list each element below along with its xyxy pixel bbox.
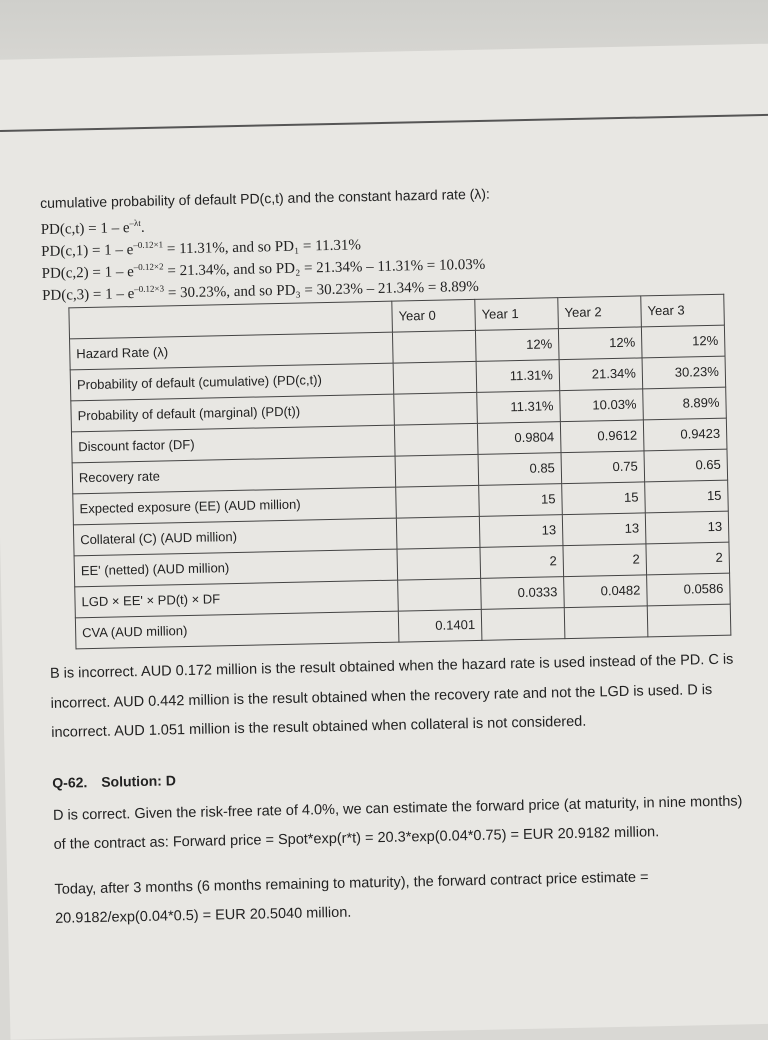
equation-exponent: –0.12×3 bbox=[134, 283, 165, 294]
explanation-text: B is incorrect. AUD 0.172 million is the result obtained when the hazard rate is used instead of the PD. C is incorrect. AUD 0.442 million is the result obtained when the recovery rate and not the LGD is used. D is incorrect. AUD 1.051 million is the result obtained when collateral is not considered. bbox=[49, 651, 734, 742]
equation-lhs: PD(c,1) = 1 – e bbox=[41, 241, 134, 260]
row-label: CVA (AUD million) bbox=[75, 611, 399, 649]
row-label: Recovery rate bbox=[72, 456, 396, 494]
table-cell: 13 bbox=[562, 513, 646, 546]
equation-tail: . bbox=[140, 219, 145, 236]
table-cell: 12% bbox=[641, 325, 725, 358]
table-cell: 13 bbox=[645, 511, 729, 544]
equation-exponent: –0.12×1 bbox=[133, 239, 164, 250]
table-cell: 0.9423 bbox=[643, 418, 727, 451]
row-label: Discount factor (DF) bbox=[71, 425, 395, 463]
table-cell: 12% bbox=[558, 327, 642, 360]
table-header-cell: Year 2 bbox=[558, 296, 642, 329]
table-cell: 0.65 bbox=[644, 449, 728, 482]
table-header-cell: Year 1 bbox=[475, 297, 559, 330]
intro-text: cumulative probability of default PD(c,t) and the constant hazard rate (λ): bbox=[40, 185, 491, 211]
table-cell: 2 bbox=[646, 542, 730, 575]
table-cell bbox=[397, 547, 481, 580]
table-cell bbox=[395, 454, 479, 487]
equation-tail: = 21.34%, and so PD₂ = 21.34% – 11.31% = 10.03% bbox=[163, 256, 486, 280]
table-cell: 10.03% bbox=[560, 389, 644, 422]
equation-lhs: PD(c,3) = 1 – e bbox=[41, 285, 135, 304]
table-cell: 2 bbox=[480, 545, 564, 578]
table-cell: 0.0586 bbox=[647, 573, 731, 606]
table-header-cell: Year 3 bbox=[641, 294, 725, 327]
row-label: Hazard Rate (λ) bbox=[70, 332, 394, 370]
table-cell bbox=[647, 604, 731, 637]
table-cell: 12% bbox=[475, 328, 559, 361]
equation-tail: = 30.23%, and so PD₃ = 30.23% – 21.34% = 8.89% bbox=[163, 278, 479, 302]
table-cell: 2 bbox=[563, 544, 647, 577]
row-label: Collateral (C) (AUD million) bbox=[73, 518, 397, 556]
table-cell: 0.75 bbox=[561, 451, 645, 484]
table-cell: 0.85 bbox=[478, 452, 562, 485]
table-cell: 15 bbox=[645, 480, 729, 513]
table-cell: 0.9612 bbox=[560, 420, 644, 453]
cva-table bbox=[68, 293, 731, 649]
row-label: Expected exposure (EE) (AUD million) bbox=[73, 487, 397, 525]
table-cell bbox=[564, 606, 648, 639]
table-cell: 0.1401 bbox=[398, 609, 482, 642]
row-label: Probability of default (marginal) (PD(t)) bbox=[71, 394, 395, 432]
table-cell: 11.31% bbox=[477, 390, 561, 423]
table-cell: 11.31% bbox=[476, 359, 560, 392]
table-cell bbox=[394, 423, 478, 456]
table-cell bbox=[398, 578, 482, 611]
table-cell: 8.89% bbox=[643, 387, 727, 420]
table-cell bbox=[396, 516, 480, 549]
table-cell bbox=[396, 485, 480, 518]
table-cell: 0.0333 bbox=[481, 576, 565, 609]
equation-exponent: –0.12×2 bbox=[133, 261, 164, 272]
row-label: Probability of default (cumulative) (PD(c,t)) bbox=[70, 363, 394, 401]
equation-lhs: PD(c,2) = 1 – e bbox=[41, 263, 135, 282]
table-cell: 13 bbox=[479, 514, 563, 547]
table-cell: 30.23% bbox=[642, 356, 726, 389]
question-heading bbox=[52, 760, 752, 791]
row-label: EE' (netted) (AUD million) bbox=[74, 549, 398, 587]
table-cell: 0.0482 bbox=[564, 575, 648, 608]
table-header-cell: Year 0 bbox=[392, 299, 476, 332]
table-cell bbox=[393, 361, 477, 394]
followup-text: Today, after 3 months (6 months remaining to maturity), the forward contract price estimate = 20.9182/exp(0.04*0.5) = EUR 20.5040 million. bbox=[54, 869, 649, 928]
table-cell bbox=[481, 607, 565, 640]
question-number: Q-62. bbox=[52, 774, 88, 791]
table-cell bbox=[394, 392, 478, 425]
equation-tail: = 11.31%, and so PD₁ = 11.31% bbox=[163, 237, 362, 258]
table-cell bbox=[392, 330, 476, 363]
answer-text: D is correct. Given the risk-free rate of 4.0%, we can estimate the forward price (at maturity, in nine months) of the contract as: Forward price = Spot*exp(r*t) = 20.3*exp(0.04*0.75) = EUR 20.9182 million. bbox=[52, 793, 743, 854]
row-label: LGD × EE' × PD(t) × DF bbox=[75, 580, 399, 618]
table-cell: 15 bbox=[479, 483, 563, 516]
equation-lhs: PD(c,t) = 1 – e bbox=[40, 219, 130, 238]
page-content bbox=[40, 180, 756, 949]
equation-exponent: –λt bbox=[129, 217, 141, 228]
table-cell: 15 bbox=[562, 482, 646, 515]
table-cell: 21.34% bbox=[559, 358, 643, 391]
question-solution: Solution: D bbox=[101, 772, 177, 790]
table-cell: 0.9804 bbox=[477, 421, 561, 454]
